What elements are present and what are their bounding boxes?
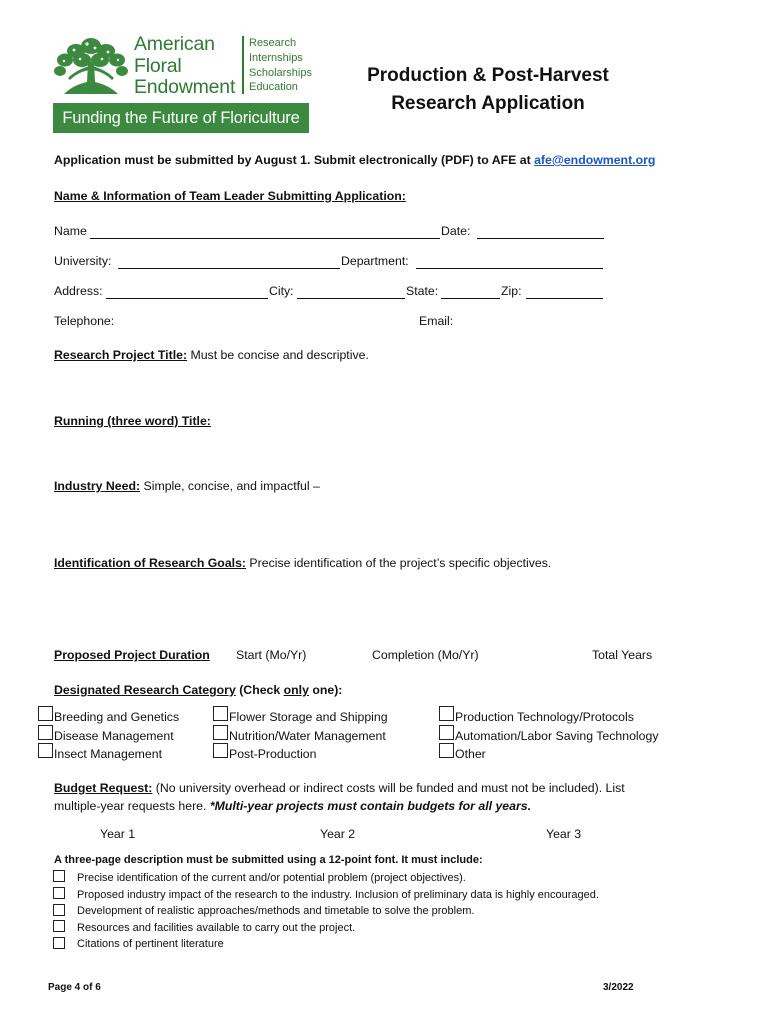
production-tech-checkbox[interactable] <box>439 706 454 721</box>
city-field[interactable] <box>297 298 405 299</box>
logo-divider <box>242 36 244 94</box>
post-production-label: Post-Production <box>229 747 317 761</box>
budget-text-line1: Budget Request: (No university overhead or indirect costs will be funded and must not be included). List <box>54 781 625 795</box>
date-label: Date: <box>441 224 471 238</box>
description-item-1: Precise identification of the current and/or potential problem (project objectives). <box>77 872 466 884</box>
nutrition-label: Nutrition/Water Management <box>229 729 386 743</box>
project-title-section: Research Project Title: Must be concise and descriptive. <box>54 348 369 362</box>
city-label: City: <box>269 284 294 298</box>
logo-name: American Floral Endowment <box>134 33 236 98</box>
year-1-label: Year 1 <box>100 827 136 841</box>
flower-storage-checkbox[interactable] <box>213 706 228 721</box>
completion-label: Completion (Mo/Yr) <box>372 648 479 662</box>
team-leader-heading: Name & Information of Team Leader Submitting Application: <box>54 189 406 203</box>
deadline-notice: Application must be submitted by August 1. Submit electronically (PDF) to AFE at afe@endowment.org <box>54 153 656 167</box>
address-label: Address: <box>54 284 103 298</box>
description-checkbox-5[interactable] <box>53 937 65 949</box>
start-label: Start (Mo/Yr) <box>236 648 307 662</box>
production-tech-label: Production Technology/Protocols <box>455 710 634 724</box>
page-title: Production & Post-Harvest Research Application <box>367 65 609 114</box>
breeding-checkbox[interactable] <box>38 706 53 721</box>
description-checkbox-3[interactable] <box>53 904 65 916</box>
tree-logo-icon <box>52 32 130 96</box>
description-heading: A three-page description must be submitted using a 12-point font. It must include: <box>54 854 483 866</box>
logo-tagline-list: Research Internships Scholarships Education <box>249 37 312 94</box>
category-heading: Designated Research Category (Check only one): <box>54 683 343 697</box>
page-number: Page 4 of 6 <box>48 982 101 993</box>
revision-date: 3/2022 <box>603 982 634 993</box>
logo-banner: Funding the Future of Floriculture <box>53 103 309 133</box>
telephone-label: Telephone: <box>54 314 115 328</box>
flower-storage-label: Flower Storage and Shipping <box>229 710 388 724</box>
budget-text-line2: multiple-year requests here. *Multi-year projects must contain budgets for all years. <box>54 799 532 813</box>
university-label: University: <box>54 254 112 268</box>
email-link[interactable]: afe@endowment.org <box>534 153 656 167</box>
nutrition-checkbox[interactable] <box>213 725 228 740</box>
description-item-5: Citations of pertinent literature <box>77 938 224 950</box>
post-production-checkbox[interactable] <box>213 743 228 758</box>
description-item-3: Development of realistic approaches/methods and timetable to solve the problem. <box>77 905 475 917</box>
industry-need-section: Industry Need: Simple, concise, and impactful – <box>54 479 320 493</box>
email-label: Email: <box>419 314 454 328</box>
running-title-label: Running (three word) Title: <box>54 414 211 428</box>
automation-checkbox[interactable] <box>439 725 454 740</box>
state-field[interactable] <box>441 298 500 299</box>
description-checkbox-4[interactable] <box>53 920 65 932</box>
state-label: State: <box>406 284 439 298</box>
insect-checkbox[interactable] <box>38 743 53 758</box>
other-label: Other <box>455 747 486 761</box>
disease-label: Disease Management <box>54 729 174 743</box>
zip-field[interactable] <box>526 298 603 299</box>
other-checkbox[interactable] <box>439 743 454 758</box>
automation-label: Automation/Labor Saving Technology <box>455 729 659 743</box>
address-field[interactable] <box>106 298 268 299</box>
total-years-label: Total Years <box>592 648 653 662</box>
description-checkbox-2[interactable] <box>53 887 65 899</box>
university-field[interactable] <box>118 268 340 269</box>
breeding-label: Breeding and Genetics <box>54 710 180 724</box>
name-label: Name <box>54 224 87 238</box>
description-item-4: Resources and facilities available to carry out the project. <box>77 922 356 934</box>
year-2-label: Year 2 <box>320 827 356 841</box>
date-field[interactable] <box>477 238 604 239</box>
department-label: Department: <box>341 254 409 268</box>
duration-label: Proposed Project Duration <box>54 648 210 662</box>
zip-label: Zip: <box>501 284 522 298</box>
department-field[interactable] <box>416 268 603 269</box>
year-3-label: Year 3 <box>546 827 582 841</box>
name-field[interactable] <box>90 238 440 239</box>
insect-label: Insect Management <box>54 747 163 761</box>
disease-checkbox[interactable] <box>38 725 53 740</box>
description-item-2: Proposed industry impact of the research to the industry. Inclusion of preliminary data is highly encouraged. <box>77 889 599 901</box>
research-goals-section: Identification of Research Goals: Precise identification of the project’s specific objectives. <box>54 556 552 570</box>
description-checkbox-1[interactable] <box>53 870 65 882</box>
